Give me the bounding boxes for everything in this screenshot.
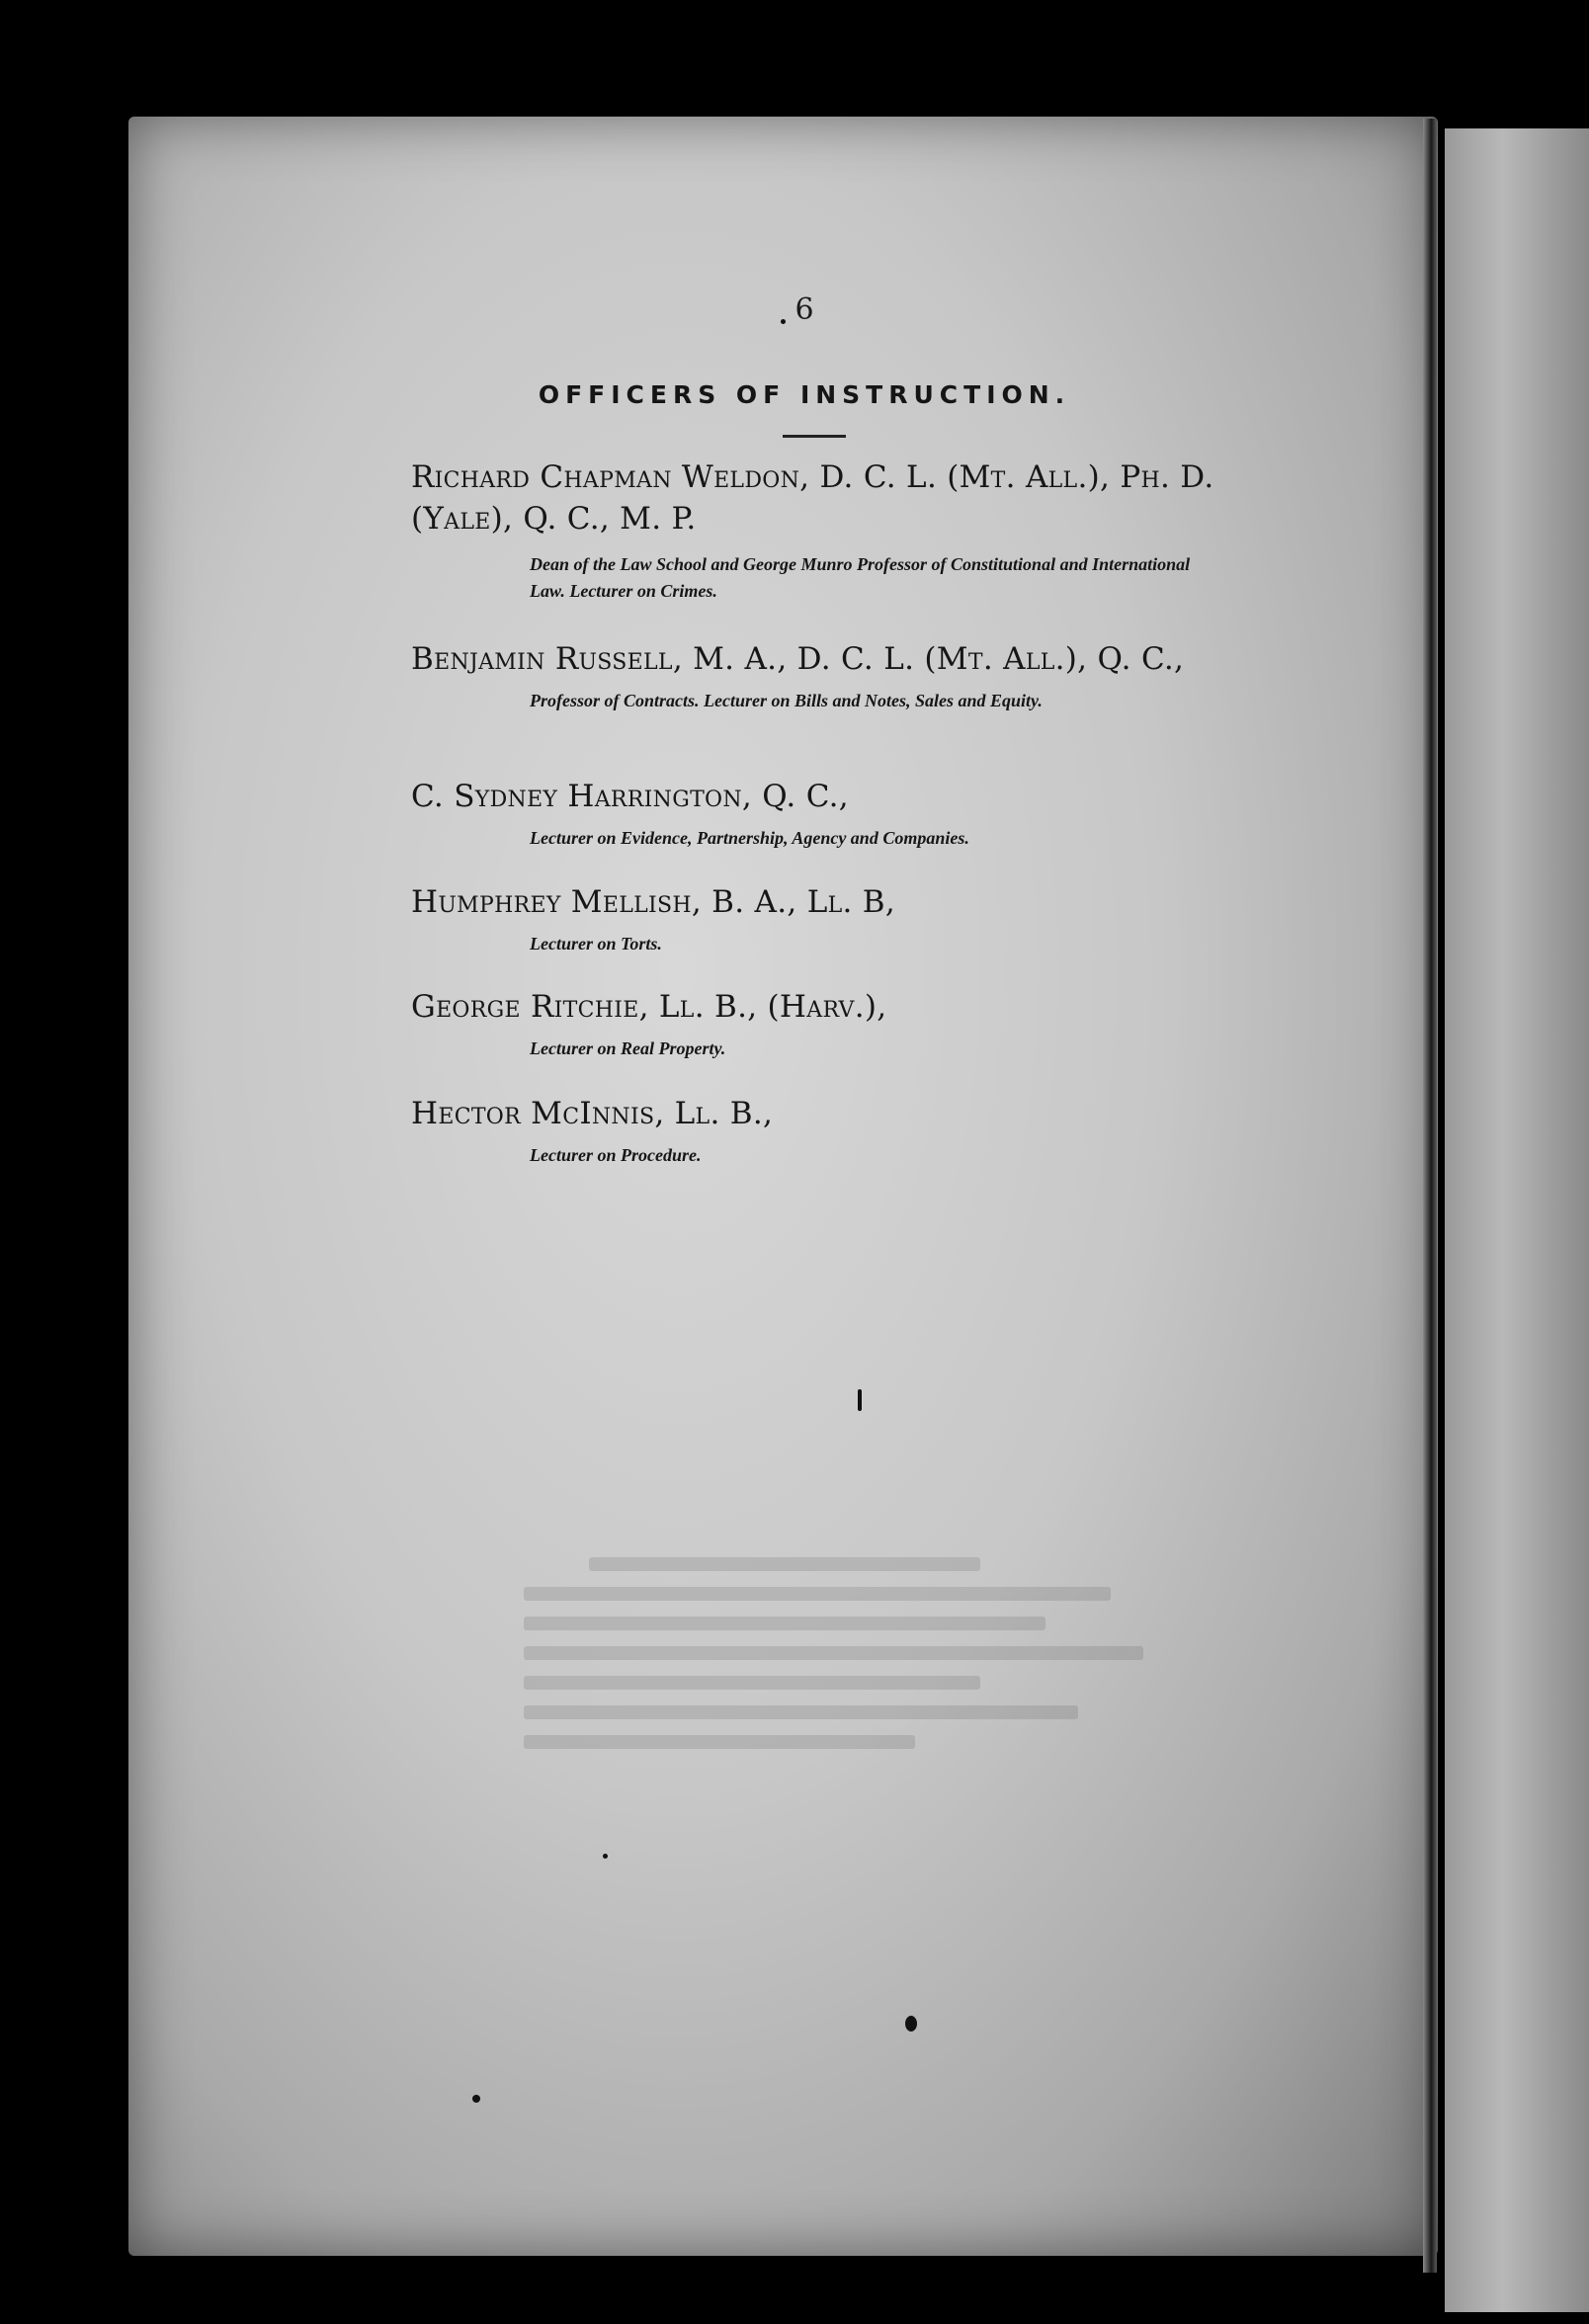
facing-page-edge (1445, 128, 1589, 2312)
officer-role: Lecturer on Evidence, Partnership, Agency and Companies. (530, 828, 969, 848)
officer-name: Richard Chapman Weldon, D. C. L. (Mt. All.), Ph. D. (Yale), Q. C., M. P. (411, 459, 1214, 537)
officer-name: Benjamin Russell, M. A., D. C. L. (Mt. All.), Q. C., (411, 641, 1185, 677)
ink-spot (603, 1854, 608, 1859)
section-heading: OFFICERS OF INSTRUCTION. (538, 380, 1071, 409)
show-through-text (524, 1541, 1176, 1838)
heading-rule (783, 435, 846, 438)
officer-entry (411, 638, 1221, 714)
page-number: 6 (794, 292, 814, 327)
officer-entry (411, 456, 1221, 605)
officer-name: C. Sydney Harrington, Q. C., (411, 779, 849, 814)
officer-entry (411, 881, 1221, 957)
officer-entry (411, 986, 1221, 1062)
ink-spot (472, 2095, 480, 2103)
officer-entry (411, 776, 1221, 852)
ink-spot (781, 319, 786, 324)
ink-spot (858, 1389, 862, 1411)
officer-name: Hector McInnis, Ll. B., (411, 1096, 774, 1131)
officer-role: Lecturer on Torts. (530, 934, 662, 954)
officer-role: Lecturer on Procedure. (530, 1145, 702, 1165)
book-spine (1423, 119, 1437, 2273)
officer-role: Professor of Contracts. Lecturer on Bills and Notes, Sales and Equity. (530, 691, 1043, 710)
officer-name: George Ritchie, Ll. B., (Harv.), (411, 989, 887, 1025)
officer-role: Lecturer on Real Property. (530, 1038, 726, 1058)
officer-role: Dean of the Law School and George Munro Professor of Constitutional and International Law. Lecturer on Crimes. (530, 554, 1191, 601)
officer-name: Humphrey Mellish, B. A., Ll. B, (411, 884, 896, 920)
officer-entry (411, 1093, 1221, 1169)
ink-spot (905, 2016, 917, 2032)
